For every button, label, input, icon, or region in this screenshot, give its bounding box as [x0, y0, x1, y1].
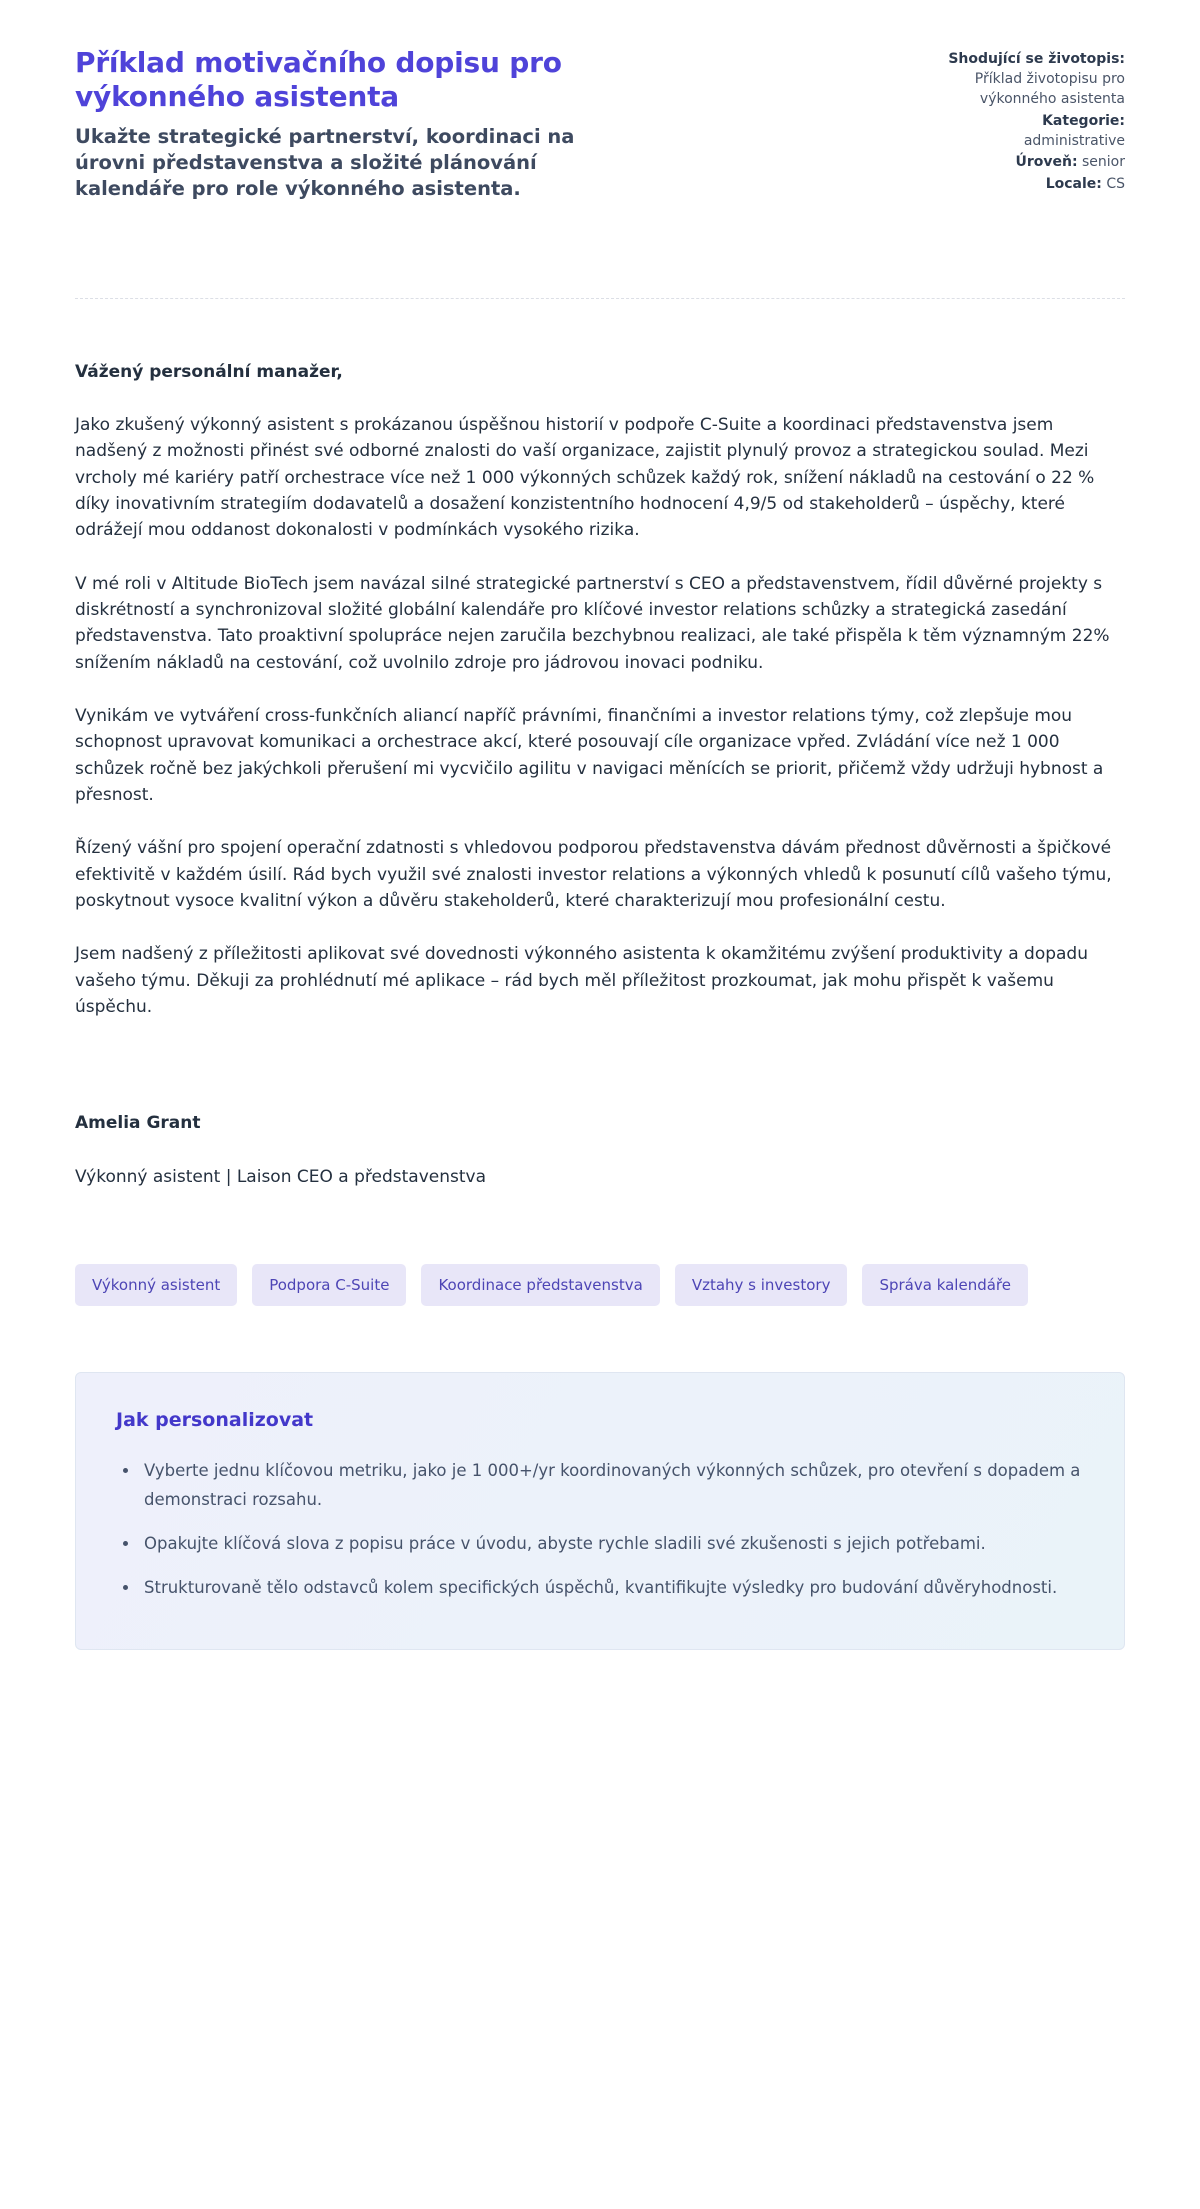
meta-value: Příklad životopisu pro výkonného asistenta: [974, 70, 1125, 107]
personalization-list: [116, 1457, 1082, 1603]
tag-badge: Vztahy s investory: [675, 1264, 848, 1306]
meta-label: Úroveň:: [1015, 154, 1078, 171]
meta-item-category: [947, 112, 1125, 152]
letter-paragraph: Jako zkušený výkonný asistent s prokázanou úspěšnou historií v podpoře C-Suite a koordinaci představenstva jsem nadšený z možnosti přinést své odborné znalosti do vaší organizace, zajistit plynulý provoz a strategickou soulad. Mezi vrcholy mé kariéry patří orchestrace více než 1 000 výkonných schůzek každý rok, snížení nákladů na cestování o 22 % díky inovativním strategiím dodavatelů a dosažení konzistentního hodnocení 4,9/5 od stakeholderů – úspěchy, které odrážejí mou oddanost dokonalosti v podmínkách vysokého rizika.: [75, 414, 1095, 541]
meta-item-matching-resume: [947, 50, 1125, 110]
signature-block: [75, 1110, 1125, 1190]
personalization-heading: Jak personalizovat: [116, 1409, 314, 1432]
meta-item-level: [947, 153, 1125, 173]
letter-paragraph: Vynikám ve vytváření cross-funkčních aliancí napříč právními, finančními a investor relations týmy, což zlepšuje mou schopnost upravovat komunikaci a orchestrace akcí, které posouvají cíle organizace vpřed. Zvládání více než 1 000 schůzek ročně bez jakýchkoli přerušení mi vycvičilo agilitu v navigaci měnících se priorit, přičemž vždy udržuji hybnost a přesnost.: [75, 705, 1104, 805]
letter-paragraph: Jsem nadšený z příležitosti aplikovat své dovednosti výkonného asistenta k okamžitému zvýšení produktivity a dopadu vašeho týmu. Děkuji za prohlédnutí mé aplikace – rád bych měl příležitost prozkoumat, jak mohu přispět k vašemu úspěchu.: [75, 944, 1088, 1018]
letter-greeting: Vážený personální manažer,: [75, 361, 343, 382]
tag-badge: Výkonný asistent: [75, 1264, 237, 1306]
meta-value: senior: [1082, 154, 1125, 171]
personalization-bullet: • Opakujte klíčová slova z popisu práce v úvodu, abyste rychle sladili své zkušenosti s jejich potřebami.: [140, 1530, 1082, 1559]
page-header: [75, 46, 1125, 202]
header-title-block: [75, 46, 675, 202]
meta-value: administrative: [1023, 132, 1125, 149]
page-subtitle: Ukažte strategické partnerství, koordinaci na úrovni představenstva a složité plánování kalendáře pro role výkonného asistenta.: [75, 125, 575, 200]
tag-badge: Správa kalendáře: [862, 1264, 1028, 1306]
tag-badge: Koordinace představenstva: [421, 1264, 659, 1306]
header-divider: [75, 298, 1125, 299]
meta-label: Kategorie:: [1042, 112, 1125, 129]
signature-role: Výkonný asistent | Laison CEO a představenstva: [75, 1166, 486, 1187]
letter-body: [75, 359, 1125, 1191]
letter-paragraph: Řízený vášní pro spojení operační zdatnosti s vhledovou podporou představenstva dávám přednost důvěrnosti a špičkové efektivitě v každém úsilí. Rád bych využil své znalosti investor relations a výkonných vhledů k posunutí cílů vašeho týmu, poskytnout vysoce kvalitní výkon a důvěru stakeholderů, které charakterizují mou profesionální cestu.: [75, 838, 1112, 912]
tag-list: [75, 1264, 1125, 1306]
personalization-box: [75, 1372, 1125, 1650]
meta-item-locale: [947, 175, 1125, 195]
meta-label: Shodující se životopis:: [948, 51, 1125, 67]
personalization-bullet: • Strukturovaně tělo odstavců kolem specifických úspěchů, kvantifikujte výsledky pro budování důvěryhodnosti.: [140, 1574, 1082, 1603]
personalization-bullet: • Vyberte jednu klíčovou metriku, jako je 1 000+/yr koordinovaných výkonných schůzek, pro otevření s dopadem a demonstraci rozsahu.: [140, 1457, 1082, 1515]
meta-value: CS: [1106, 176, 1125, 193]
signature-name: Amelia Grant: [75, 1113, 201, 1134]
page-title: Příklad motivačního dopisu pro výkonného asistenta: [75, 46, 562, 114]
cover-letter-page: [75, 0, 1125, 1720]
meta-panel: [947, 46, 1125, 197]
tag-badge: Podpora C-Suite: [252, 1264, 406, 1306]
meta-label: Locale:: [1045, 176, 1102, 193]
letter-paragraph: V mé roli v Altitude BioTech jsem navázal silné strategické partnerství s CEO a představenstvem, řídil důvěrné projekty s diskrétností a synchronizoval složité globální kalendáře pro klíčové investor relations schůzky a strategická zasedání představenstva. Tato proaktivní spolupráce nejen zaručila bezchybnou realizaci, ale také přispěla k těm významným 22% snížením nákladů na cestování, což uvolnilo zdroje pro jádrovou inovaci podniku.: [75, 573, 1110, 673]
